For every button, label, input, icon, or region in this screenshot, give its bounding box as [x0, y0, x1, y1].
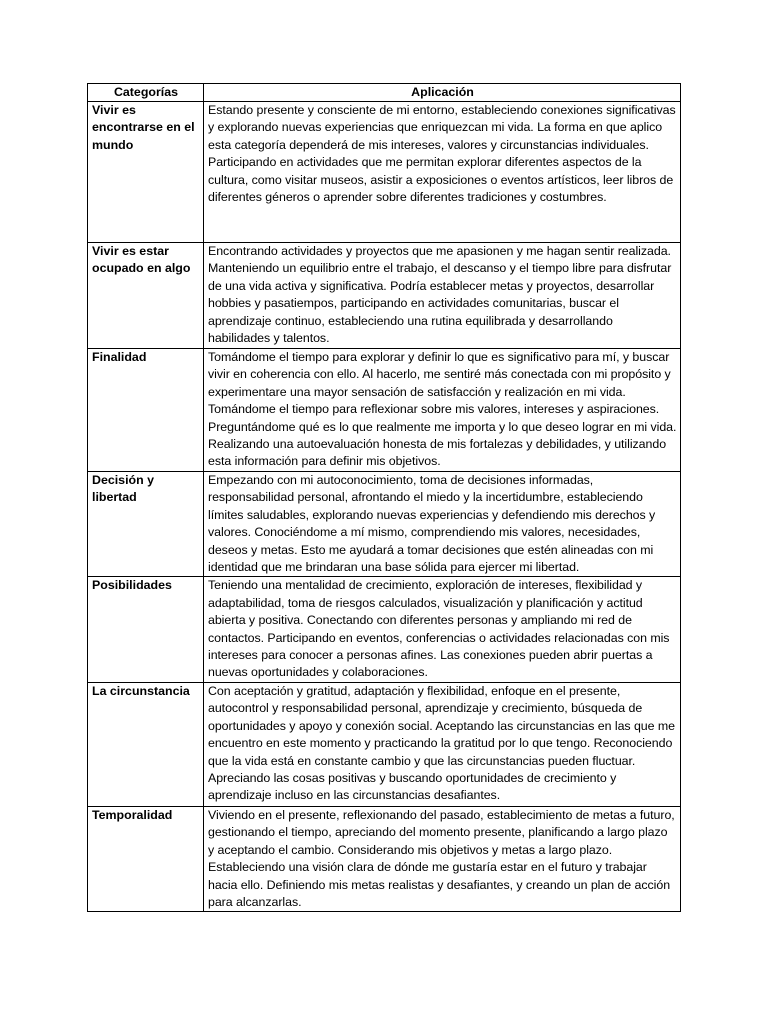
- category-cell: Finalidad: [88, 349, 204, 472]
- category-cell: Vivir es estar ocupado en algo: [88, 243, 204, 349]
- header-aplicacion: Aplicación: [204, 84, 681, 102]
- application-cell: Encontrando actividades y proyectos que me apasionen y me hagan sentir realizada. Manteniendo un equilibrio entre el trabajo, el descanso y el tiempo libre para disfrutar de una vida activa y significativa. Podría establecer metas y proyectos, desarrollar hobbies y pasatiempos, participando en actividades comunitarias, buscar el aprendizaje continuo, estableciendo una rutina equilibrada y desarrollando habilidades y talentos.: [204, 243, 681, 349]
- table-header-row: [88, 84, 681, 102]
- application-cell: Estando presente y consciente de mi entorno, estableciendo conexiones significativas y explorando nuevas experiencias que enriquezcan mi vida. La forma en que aplico esta categoría dependerá de mis intereses, valores y circunstancias individuales. Participando en actividades que me permitan explorar diferentes aspectos de la cultura, como visitar museos, asistir a exposiciones o eventos artísticos, leer libros de diferentes géneros o aprender sobre diferentes tradiciones y costumbres.: [204, 102, 681, 243]
- table-row: [88, 102, 681, 243]
- category-cell: Decisión y libertad: [88, 472, 204, 577]
- table-row: [88, 243, 681, 349]
- header-categorias: Categorías: [88, 84, 204, 102]
- table-row: [88, 349, 681, 472]
- category-cell: La circunstancia: [88, 682, 204, 806]
- application-cell: Viviendo en el presente, reflexionando del pasado, establecimiento de metas a futuro, gestionando el tiempo, apreciando del momento presente, planificando a largo plazo y aceptando el cambio. Considerando mis objetivos y metas a largo plazo. Estableciendo una visión clara de dónde me gustaría estar en el futuro y trabajar hacia ello. Definiendo mis metas realistas y desafiantes, y creando un plan de acción para alcanzarlas.: [204, 806, 681, 911]
- category-cell: Temporalidad: [88, 806, 204, 911]
- categories-table: [87, 83, 681, 912]
- application-cell: Empezando con mi autoconocimiento, toma de decisiones informadas, responsabilidad personal, afrontando el miedo y la incertidumbre, estableciendo límites saludables, explorando nuevas experiencias y defendiendo mis derechos y valores. Conociéndome a mí mismo, comprendiendo mis valores, necesidades, deseos y metas. Esto me ayudará a tomar decisiones que estén alineadas con mi identidad que me brindaran una base sólida para ejercer mi libertad.: [204, 472, 681, 577]
- application-cell: Tomándome el tiempo para explorar y definir lo que es significativo para mí, y buscar vivir en coherencia con ello. Al hacerlo, me sentiré más conectada con mi propósito y experimentare una mayor sensación de satisfacción y realización en mi vida. Tomándome el tiempo para reflexionar sobre mis valores, intereses y aspiraciones. Preguntándome qué es lo que realmente me importa y lo que deseo lograr en mi vida. Realizando una autoevaluación honesta de mis fortalezas y debilidades, y utilizando esta información para definir mis objetivos.: [204, 349, 681, 472]
- category-cell: Vivir es encontrarse en el mundo: [88, 102, 204, 243]
- table-row: [88, 472, 681, 577]
- application-cell: Con aceptación y gratitud, adaptación y flexibilidad, enfoque en el presente, autocontrol y responsabilidad personal, aprendizaje y crecimiento, búsqueda de oportunidades y apoyo y conexión social. Aceptando las circunstancias en las que me encuentro en este momento y practicando la gratitud por lo que tengo. Reconociendo que la vida está en constante cambio y que las circunstancias pueden fluctuar. Apreciando las cosas positivas y buscando oportunidades de crecimiento y aprendizaje incluso en las circunstancias desafiantes.: [204, 682, 681, 806]
- table-row: [88, 577, 681, 682]
- application-cell: Teniendo una mentalidad de crecimiento, exploración de intereses, flexibilidad y adaptabilidad, toma de riesgos calculados, visualización y planificación y actitud abierta y positiva. Conectando con diferentes personas y ampliando mi red de contactos. Participando en eventos, conferencias o actividades relacionadas con mis intereses para conocer a personas afines. Las conexiones pueden abrir puertas a nuevas oportunidades y colaboraciones.: [204, 577, 681, 682]
- table-row: [88, 682, 681, 806]
- table-row: [88, 806, 681, 911]
- document-page: [87, 83, 680, 912]
- category-cell: Posibilidades: [88, 577, 204, 682]
